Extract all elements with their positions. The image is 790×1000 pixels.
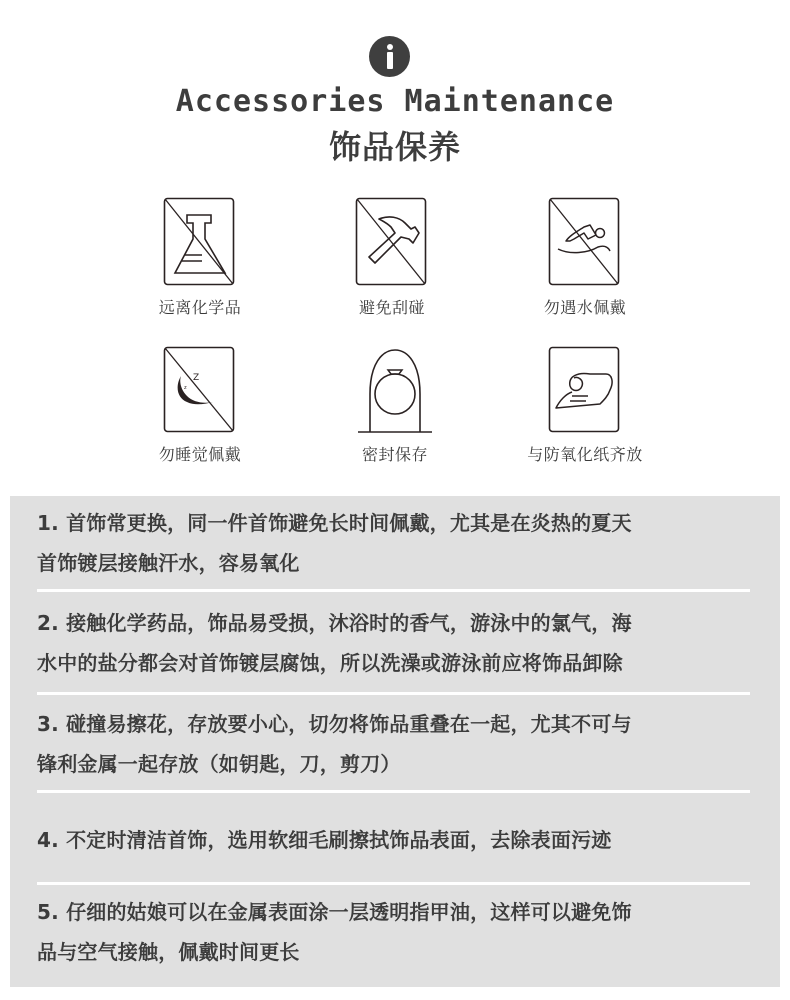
tip-item — [37, 503, 757, 583]
care-item-water — [495, 197, 675, 318]
divider — [37, 882, 750, 885]
tip-item — [37, 603, 757, 683]
sleeping-prohibited-icon — [163, 346, 237, 436]
tip-item — [37, 892, 757, 972]
icon-label: 勿睡觉佩戴 — [158, 445, 242, 464]
info-icon — [369, 36, 410, 77]
icon-label: 与防氧化纸齐放 — [527, 445, 643, 464]
divider — [37, 692, 750, 695]
tip-line: 1. 首饰常更换，同一件首饰避免长时间佩戴，尤其是在炎热的夏天 — [37, 511, 632, 535]
tip-item — [37, 704, 757, 784]
tip-line: 2. 接触化学药品，饰品易受损，沐浴时的香气，游泳中的氯气，海 — [37, 611, 632, 635]
care-item-sleep — [110, 346, 290, 465]
divider — [37, 790, 750, 793]
icon-label: 避免刮碰 — [358, 298, 425, 317]
page-title-cn: 饰品保养 — [328, 128, 461, 166]
tip-line: 品与空气接触，佩戴时间更长 — [37, 940, 300, 964]
tip-line: 首饰镀层接触汗水，容易氧化 — [37, 551, 300, 575]
care-item-paper — [495, 346, 675, 465]
care-item-chemicals — [110, 197, 290, 318]
chemical-flask-prohibited-icon — [163, 197, 237, 289]
icon-label: 密封保存 — [361, 445, 428, 464]
tip-line: 3. 碰撞易擦花，存放要小心，切勿将饰品重叠在一起，尤其不可与 — [37, 712, 632, 736]
swimming-prohibited-icon — [548, 197, 622, 289]
page-title-en: Accessories Maintenance — [175, 84, 615, 119]
icon-label: 勿遇水佩戴 — [543, 298, 627, 317]
tip-item — [37, 820, 757, 860]
care-item-scratch — [302, 197, 482, 318]
tip-line: 水中的盐分都会对首饰镀层腐蚀，所以洗澡或游泳前应将饰品卸除 — [37, 651, 623, 675]
tip-line: 5. 仔细的姑娘可以在金属表面涂一层透明指甲油，这样可以避免饰 — [37, 900, 632, 924]
svg-text:Z: Z — [193, 373, 200, 383]
tip-line: 锋利金属一起存放（如钥匙，刀，剪刀） — [37, 752, 401, 776]
hammer-prohibited-icon — [355, 197, 429, 289]
care-tips-panel — [10, 496, 780, 987]
tip-line: 4. 不定时清洁首饰，选用软细毛刷擦拭饰品表面，去除表面污迹 — [37, 828, 612, 852]
antioxidant-paper-icon — [548, 346, 622, 436]
sealed-ring-storage-icon — [358, 346, 432, 436]
care-item-sealed — [305, 346, 485, 465]
icon-label: 远离化学品 — [158, 298, 242, 317]
svg-text:z: z — [184, 385, 187, 391]
divider — [37, 589, 750, 592]
